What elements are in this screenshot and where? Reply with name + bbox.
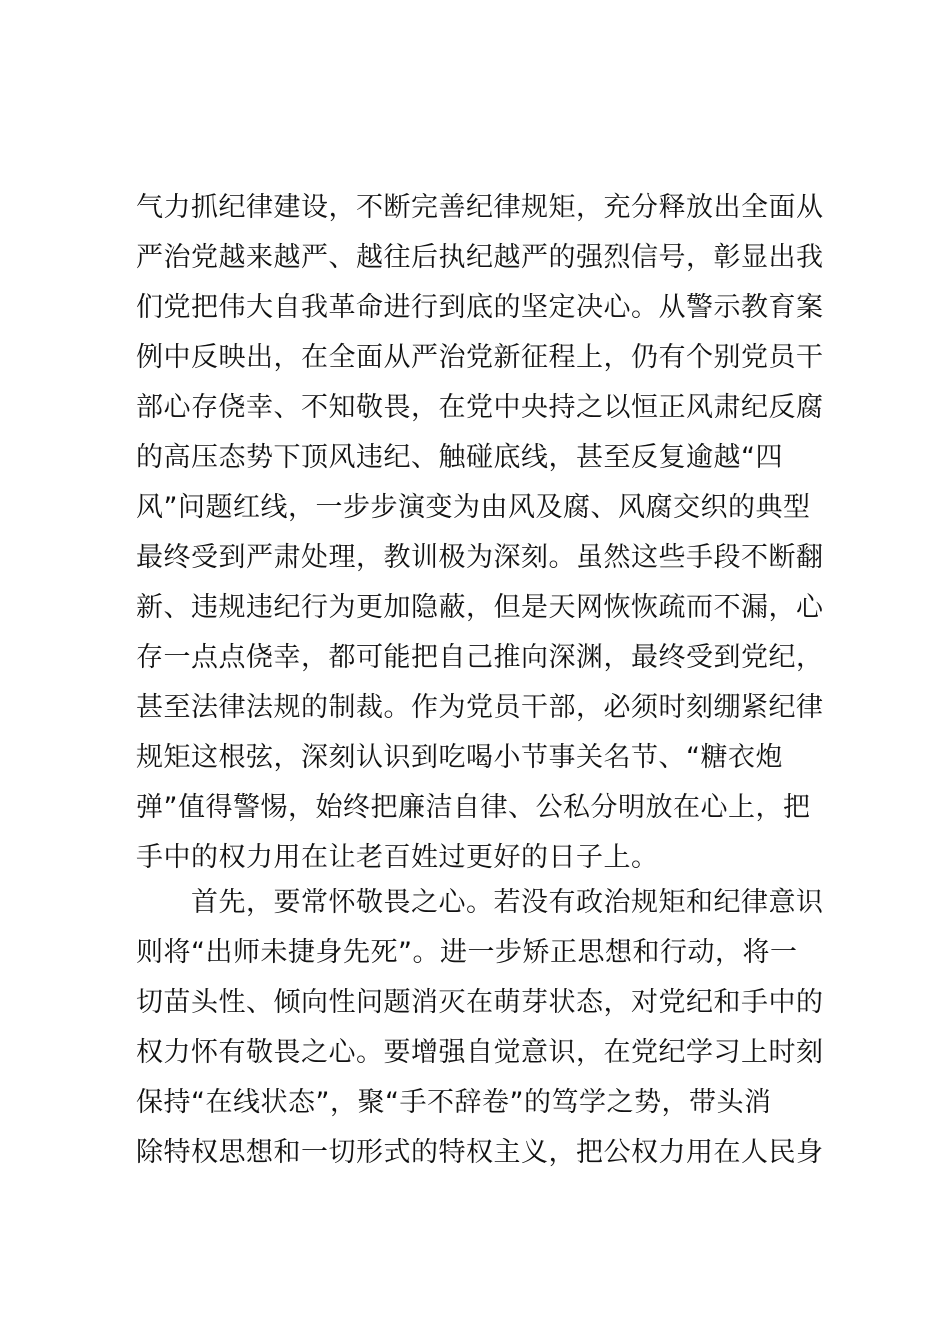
text-line: 新、违规违纪行为更加隐蔽，但是天网恢恢疏而不漏，心: [136, 592, 824, 623]
text-line: 们党把伟大自我革命进行到底的坚定决心。从警示教育案: [136, 292, 824, 323]
text-line: 除特权思想和一切形式的特权主义，把公权力用在人民身: [136, 1137, 824, 1168]
text-line: 严治党越来越严、越往后执纪越严的强烈信号，彰显出我: [136, 242, 824, 273]
paragraph-2: [136, 878, 836, 1178]
text-line: 则将“出师未捷身先死”。进一步矫正思想和行动，将一: [136, 937, 798, 968]
text-line: 甚至法律法规的制裁。作为党员干部，必须时刻绷紧纪律: [136, 692, 824, 723]
text-line: 气力抓纪律建设，不断完善纪律规矩，充分释放出全面从: [136, 192, 824, 223]
text-line: 弹”值得警惕，始终把廉洁自律、公私分明放在心上，把: [136, 792, 811, 823]
text-line: 权力怀有敬畏之心。要增强自觉意识，在党纪学习上时刻: [136, 1037, 824, 1068]
text-line: 的高压态势下顶风违纪、触碰底线，甚至反复逾越“四: [136, 442, 783, 473]
text-line: 存一点点侥幸，都可能把自己推向深渊，最终受到党纪，: [136, 642, 824, 673]
text-line: 手中的权力用在让老百姓过更好的日子上。: [136, 842, 659, 873]
paragraph-1: [136, 183, 836, 883]
text-line: 最终受到严肃处理，教训极为深刻。虽然这些手段不断翻: [136, 542, 824, 573]
text-line: 保持“在线状态”，聚“手不辞卷”的笃学之势，带头消: [136, 1087, 772, 1118]
text-line: 风”问题红线，一步步演变为由风及腐、风腐交织的典型: [136, 492, 811, 523]
text-line: 规矩这根弦，深刻认识到吃喝小节事关名节、“糖衣炮: [136, 742, 783, 773]
text-line: 例中反映出，在全面从严治党新征程上，仍有个别党员干: [136, 342, 824, 373]
text-line: 部心存侥幸、不知敬畏，在党中央持之以恒正风肃纪反腐: [136, 392, 824, 423]
text-line: 切苗头性、倾向性问题消灭在萌芽状态，对党纪和手中的: [136, 987, 824, 1018]
text-line: 首先，要常怀敬畏之心。若没有政治规矩和纪律意识: [136, 887, 824, 918]
